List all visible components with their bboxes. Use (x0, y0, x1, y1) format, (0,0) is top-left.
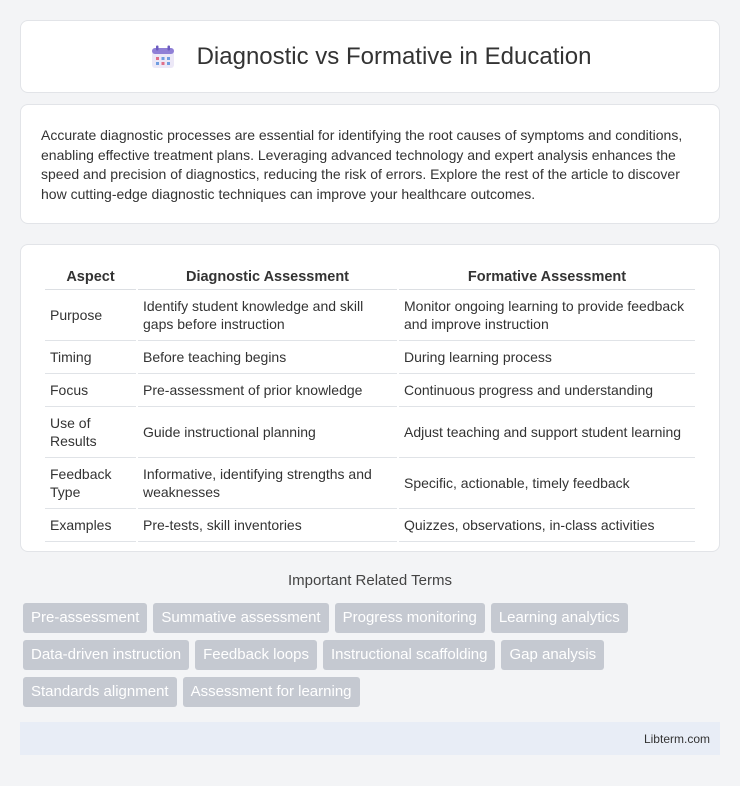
row-formative: Continuous progress and understanding (399, 374, 695, 407)
footer (20, 722, 720, 755)
row-aspect: Examples (45, 509, 136, 542)
table-row (45, 374, 695, 407)
row-diagnostic: Pre-assessment of prior knowledge (138, 374, 397, 407)
header-diagnostic: Diagnostic Assessment (138, 263, 397, 290)
row-diagnostic: Guide instructional planning (138, 407, 397, 458)
title-wrap (149, 43, 592, 71)
term-tag[interactable]: Standards alignment (23, 677, 177, 707)
term-tag[interactable]: Learning analytics (491, 603, 628, 633)
header-aspect: Aspect (45, 263, 136, 290)
table-row (45, 290, 695, 341)
term-tag[interactable]: Pre-assessment (23, 603, 147, 633)
comparison-table-card (20, 244, 720, 552)
term-tag[interactable]: Instructional scaffolding (323, 640, 495, 670)
row-diagnostic: Pre-tests, skill inventories (138, 509, 397, 542)
term-tag[interactable]: Assessment for learning (183, 677, 360, 707)
related-terms-title: Important Related Terms (288, 572, 452, 589)
row-formative: During learning process (399, 341, 695, 374)
term-tag[interactable]: Summative assessment (153, 603, 328, 633)
term-tag[interactable]: Progress monitoring (335, 603, 485, 633)
row-formative: Specific, actionable, timely feedback (399, 458, 695, 509)
term-tag[interactable]: Gap analysis (501, 640, 604, 670)
table-header-row (45, 263, 695, 290)
row-formative: Adjust teaching and support student learning (399, 407, 695, 458)
table-row (45, 341, 695, 374)
row-aspect: Use of Results (45, 407, 136, 458)
intro-paragraph: Accurate diagnostic processes are essential for identifying the root causes of symptoms and conditions, enabling effective treatment plans. Leveraging advanced technology and expert analysis enhances the speed and precision of diagnostics, reducing the risk of errors. Explore the rest of the article to discover how cutting-edge diagnostic techniques can improve your healthcare outcomes. (41, 127, 683, 202)
term-tag[interactable]: Data-driven instruction (23, 640, 189, 670)
page-title: Diagnostic vs Formative in Education (196, 42, 592, 70)
calendar-icon (149, 43, 177, 71)
row-diagnostic: Before teaching begins (138, 341, 397, 374)
header-formative: Formative Assessment (399, 263, 695, 290)
row-formative: Monitor ongoing learning to provide feedback and improve instruction (399, 290, 695, 341)
row-diagnostic: Informative, identifying strengths and weaknesses (138, 458, 397, 509)
row-formative: Quizzes, observations, in-class activities (399, 509, 695, 542)
footer-site-link[interactable]: Libterm.com (643, 731, 710, 746)
row-diagnostic: Identify student knowledge and skill gaps before instruction (138, 290, 397, 341)
table-row (45, 407, 695, 458)
term-tag[interactable]: Feedback loops (195, 640, 317, 670)
intro-card (20, 104, 720, 224)
title-card (20, 20, 720, 93)
row-aspect: Timing (45, 341, 136, 374)
table-row (45, 509, 695, 542)
comparison-table (43, 263, 697, 542)
row-aspect: Focus (45, 374, 136, 407)
table-row (45, 458, 695, 509)
row-aspect: Purpose (45, 290, 136, 341)
related-terms-list (23, 603, 713, 707)
row-aspect: Feedback Type (45, 458, 136, 509)
